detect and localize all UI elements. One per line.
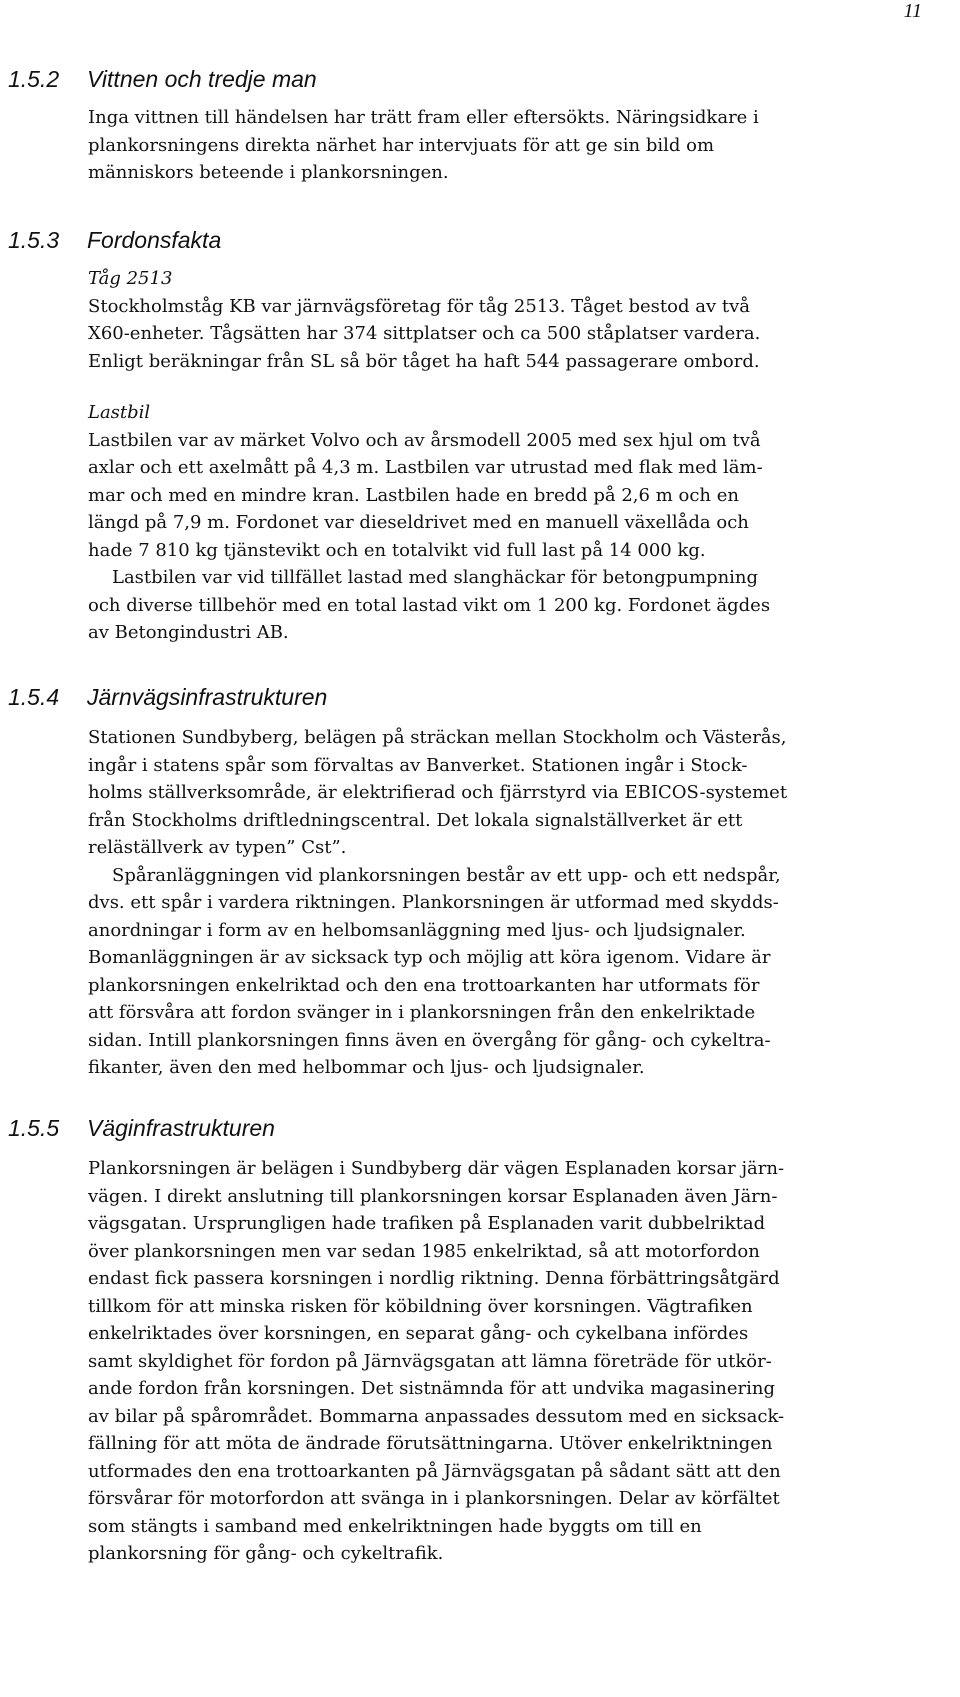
text-line: Spåranläggningen vid plankorsningen består av ett upp- och ett nedspår,	[112, 864, 781, 886]
heading-1-5-4	[8, 684, 327, 711]
text-line: dvs. ett spår i vardera riktningen. Plankorsningen är utformad med skydds-	[88, 892, 779, 913]
subheading-truck: Lastbil	[88, 402, 151, 423]
text-line: holms ställverksområde, är elektrifierad och fjärrstyrd via EBICOS-systemet	[88, 782, 788, 803]
text-line: av bilar på spårområdet. Bommarna anpassades dessutom med en sicksack-	[88, 1405, 785, 1427]
paragraph-1-5-5	[88, 1155, 948, 1568]
text-line: plankorsningen enkelriktad och den ena trottoarkanten har utformats för	[88, 974, 760, 996]
section-number: 1.5.2	[8, 66, 60, 92]
text-line: av Betongindustri AB.	[88, 622, 289, 643]
text-line: plankorsningens direkta närhet har intervjuats för att ge sin bild om	[88, 134, 715, 156]
text-line: reläställverk av typen” Cst”.	[88, 837, 347, 858]
text-line: vägsgatan. Ursprungligen hade trafiken på Esplanaden varit dubbelriktad	[88, 1213, 766, 1234]
paragraph-1-5-2	[88, 104, 948, 187]
text-line: sidan. Intill plankorsningen finns även en övergång för gång- och cykeltra-	[88, 1029, 771, 1051]
text-line: Enligt beräkningar från SL så bör tåget ha haft 544 passagerare ombord.	[88, 350, 760, 372]
section-title: Väginfrastrukturen	[87, 1115, 275, 1141]
heading-1-5-3	[8, 227, 221, 254]
text-line: över plankorsningen men var sedan 1985 enkelriktad, så att motorfordon	[88, 1240, 760, 1262]
text-line: Lastbilen var av märket Volvo och av årsmodell 2005 med sex hjul om två	[88, 429, 761, 451]
text-line: Inga vittnen till händelsen har trätt fram eller eftersökts. Näringsidkare i	[88, 107, 759, 128]
text-line: som stängts i samband med enkelriktningen hade byggts om till en	[88, 1515, 702, 1537]
heading-1-5-2	[8, 66, 317, 93]
text-line: hade 7 810 kg tjänstevikt och en totalvikt vid full last på 14 000 kg.	[88, 539, 706, 561]
section-title: Vittnen och tredje man	[87, 66, 317, 92]
text-line: och diverse tillbehör med en total lastad vikt om 1 200 kg. Fordonet ägdes	[88, 594, 771, 616]
text-line: plankorsning för gång- och cykeltrafik.	[88, 1543, 444, 1564]
text-line: X60-enheter. Tågsätten har 374 sittplatser och ca 500 ståplatser vardera.	[88, 323, 761, 344]
text-line: endast fick passera korsningen i nordlig riktning. Denna förbättringsåtgärd	[88, 1268, 780, 1289]
section-number: 1.5.3	[8, 227, 60, 253]
text-line: samt skyldighet för fordon på Järnvägsgatan att lämna företräde för utkör-	[88, 1350, 772, 1372]
text-line: Plankorsningen är belägen i Sundbyberg där vägen Esplanaden korsar järn-	[88, 1158, 785, 1179]
text-line: försvårar för motorfordon att svänga in i plankorsningen. Delar av körfältet	[88, 1488, 780, 1509]
text-line: ande fordon från korsningen. Det sistnämnda för att undvika magasinering	[88, 1378, 776, 1399]
text-line: anordningar i form av en helbomsanläggning med ljus- och ljudsignaler.	[88, 919, 746, 941]
page-number: 11	[903, 0, 922, 22]
text-line: tillkom för att minska risken för köbildning över korsningen. Vägtrafiken	[88, 1295, 753, 1317]
text-line: Stockholmståg KB var järnvägsföretag för tåg 2513. Tåget bestod av två	[88, 295, 750, 317]
section-title: Fordonsfakta	[87, 227, 222, 253]
text-line: fikanter, även den med helbommar och ljus- och ljudsignaler.	[88, 1057, 645, 1078]
text-line: Lastbilen var vid tillfället lastad med slanghäckar för betongpumpning	[112, 567, 759, 588]
text-line: fällning för att möta de ändrade förutsättningarna. Utöver enkelriktningen	[88, 1433, 773, 1454]
text-line: ingår i statens spår som förvaltas av Banverket. Stationen ingår i Stock-	[88, 754, 748, 776]
text-line: Bomanläggningen är av sicksack typ och möjlig att köra igenom. Vidare är	[88, 947, 771, 968]
text-line: utformades den ena trottoarkanten på Järnvägsgatan på sådant sätt att den	[88, 1460, 781, 1482]
text-line: från Stockholms driftledningscentral. Det lokala signalställverket är ett	[88, 809, 743, 831]
text-line: mar och med en mindre kran. Lastbilen hade en bredd på 2,6 m och en	[88, 484, 739, 506]
section-number: 1.5.4	[8, 684, 60, 710]
text-line: axlar och ett axelmått på 4,3 m. Lastbilen var utrustad med flak med läm-	[88, 457, 763, 478]
text-line: vägen. I direkt anslutning till plankorsningen korsar Esplanaden även Järn-	[88, 1185, 778, 1207]
paragraph-train	[88, 265, 948, 375]
text-line: längd på 7,9 m. Fordonet var dieseldrivet med en manuell växellåda och	[88, 512, 749, 533]
text-line: att försvåra att fordon svänger in i plankorsningen från den enkelriktade	[88, 1002, 756, 1023]
paragraph-1-5-4	[88, 724, 948, 1082]
text-line: enkelriktades över korsningen, en separat gång- och cykelbana infördes	[88, 1323, 749, 1344]
section-number: 1.5.5	[8, 1115, 60, 1141]
section-title: Järnvägsinfrastrukturen	[87, 684, 328, 710]
paragraph-truck	[88, 399, 948, 647]
text-line: Stationen Sundbyberg, belägen på sträckan mellan Stockholm och Västerås,	[88, 727, 787, 748]
heading-1-5-5	[8, 1115, 275, 1142]
text-line: människors beteende i plankorsningen.	[88, 162, 449, 183]
subheading-train: Tåg 2513	[88, 268, 173, 289]
